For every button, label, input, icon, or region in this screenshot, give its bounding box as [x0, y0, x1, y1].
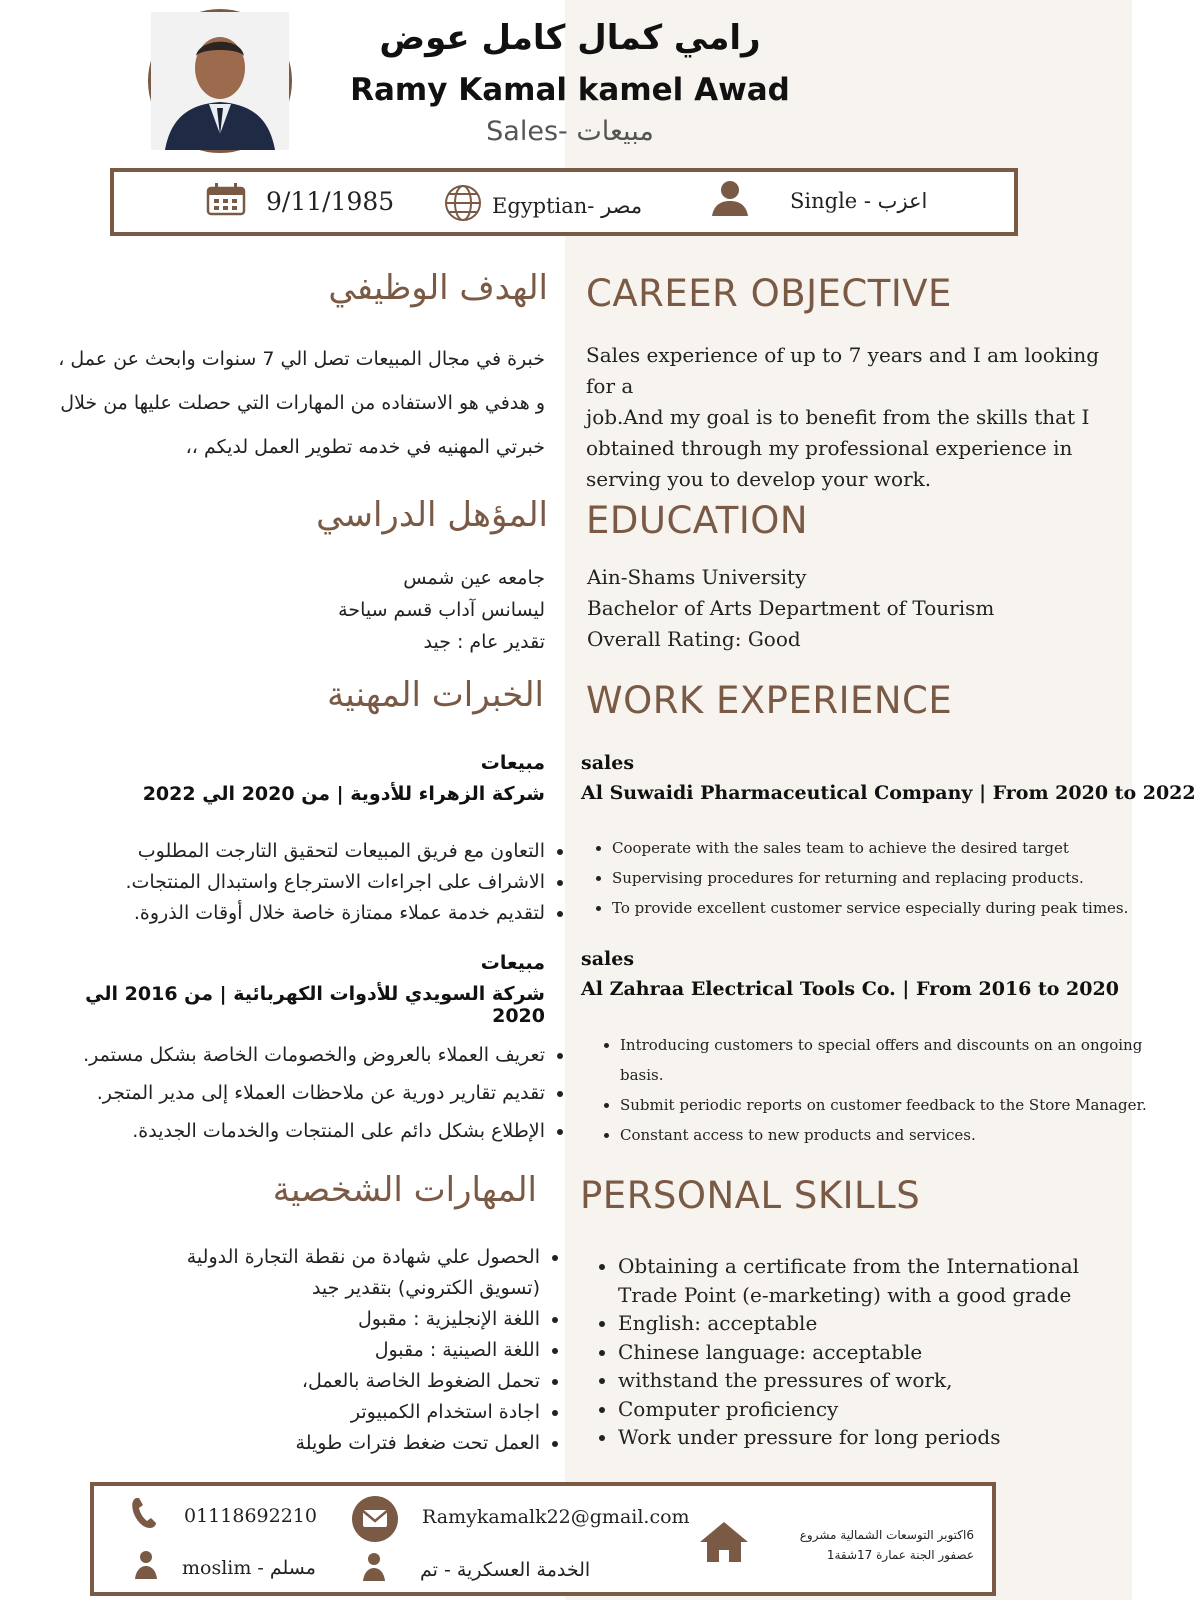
- military-service: الخدمة العسكرية - تم: [420, 1558, 591, 1581]
- list-item: • الاشراف على اجراءات الاسترجاع واستبدال المنتجات.: [40, 867, 545, 898]
- list-item: • اجادة استخدام الكمبيوتر: [150, 1397, 540, 1428]
- objective-line-en: serving you to develop your work.: [586, 467, 932, 491]
- experience-title-ar: الخبرات المهنية: [327, 675, 544, 715]
- marital-status: Single - اعزب: [790, 188, 928, 213]
- list-item: • الحصول علي شهادة من نقطة التجارة الدولية (تسويق الكتروني) بتقدير جيد: [150, 1242, 540, 1304]
- list-item: • اللغة الإنجليزية : مقبول: [150, 1304, 540, 1335]
- job-company-en: Al Suwaidi Pharmaceutical Company | From 2020 to 2022: [581, 782, 1196, 804]
- skills-title-en: PERSONAL SKILLS: [580, 1174, 921, 1217]
- list-item: • Constant access to new products and services.: [620, 1120, 1150, 1150]
- globe-icon: [444, 184, 482, 227]
- name-english: Ramy Kamal kamel Awad: [350, 72, 790, 108]
- list-item: • Cooperate with the sales team to achieve the desired target: [612, 833, 1152, 863]
- list-item: • تقديم تقارير دورية عن ملاحظات العملاء إلى مدير المتجر.: [30, 1074, 545, 1112]
- job-title: Sales- مبيعات: [486, 116, 654, 147]
- objective-line-ar: خبرة في مجال المبيعات تصل الي 7 سنوات وابحث عن عمل ،: [58, 348, 545, 370]
- name-arabic: رامي كمال كامل عوض: [379, 18, 761, 58]
- education-line-en: Bachelor of Arts Department of Tourism: [587, 596, 995, 620]
- objective-title-en: CAREER OBJECTIVE: [586, 272, 952, 315]
- job-company-ar: شركة السويدي للأدوات الكهربائية | من 2016 الي 2020: [85, 983, 545, 1027]
- skills-list-en: [586, 1252, 1118, 1452]
- list-item: • Obtaining a certificate from the International Trade Point (e-marketing) with a good grade: [618, 1252, 1118, 1309]
- email-address[interactable]: Ramykamalk22@gmail.com: [422, 1505, 690, 1528]
- personal-info-bar: [110, 168, 1018, 236]
- phone-item: [130, 1496, 317, 1535]
- education-title-en: EDUCATION: [586, 499, 809, 542]
- list-item: • تعريف العملاء بالعروض والخصومات الخاصة بشكل مستمر.: [30, 1036, 545, 1074]
- job-role-en: sales: [581, 752, 635, 774]
- religion: moslim - مسلم: [182, 1556, 316, 1579]
- person-icon: [710, 178, 750, 223]
- phone-icon: [130, 1496, 158, 1535]
- list-item: • withstand the pressures of work,: [618, 1366, 1118, 1395]
- education-line-en: Ain-Shams University: [587, 565, 807, 589]
- list-item: • اللغة الصينية : مقبول: [150, 1335, 540, 1366]
- list-item: • الإطلاع بشكل دائم على المنتجات والخدمات الجديدة.: [30, 1112, 545, 1150]
- education-text-en: [587, 562, 1107, 655]
- job-role-ar: مبيعات: [480, 752, 545, 774]
- list-item: • Chinese language: acceptable: [618, 1338, 1118, 1367]
- objective-line-en: job.And my goal is to benefit from the skills that I: [586, 405, 1090, 429]
- person-icon: [134, 1550, 158, 1585]
- religion-item: [134, 1550, 316, 1585]
- list-item: • Submit periodic reports on customer feedback to the Store Manager.: [620, 1090, 1150, 1120]
- skills-title-ar: المهارات الشخصية: [272, 1170, 537, 1210]
- objective-line-en: obtained through my professional experience in: [586, 436, 1073, 460]
- email-item: [352, 1496, 690, 1547]
- profile-photo: [148, 9, 292, 153]
- objective-line-ar: و هدفي هو الاستفاده من المهارات التي حصلت عليها من خلال: [60, 392, 545, 414]
- list-item: • Computer proficiency: [618, 1395, 1118, 1424]
- job-duties-en: [592, 1030, 1150, 1150]
- marital-status-item: [710, 178, 927, 223]
- person-icon: [362, 1552, 386, 1587]
- address-text: [774, 1525, 974, 1565]
- birth-date-item: [206, 182, 394, 221]
- job-duties-ar: [40, 836, 573, 929]
- email-icon: [352, 1496, 398, 1547]
- experience-title-en: WORK EXPERIENCE: [586, 679, 953, 722]
- objective-text-en: [586, 340, 1116, 495]
- list-item: • التعاون مع فريق المبيعات لتحقيق التارجت المطلوب: [40, 836, 545, 867]
- job-company-ar: شركة الزهراء للأدوية | من 2020 الي 2022: [142, 783, 545, 805]
- list-item: • لتقديم خدمة عملاء ممتازة خاصة خلال أوقات الذروة.: [40, 898, 545, 929]
- education-line-ar: ليسانس آداب قسم سياحة: [338, 599, 545, 621]
- education-line-ar: تقدير عام : جيد: [423, 631, 545, 653]
- skills-list-ar: [150, 1242, 572, 1459]
- objective-line-en: Sales experience of up to 7 years and I am looking for a: [586, 343, 1100, 398]
- nationality: Egyptian- مصر: [492, 193, 643, 218]
- job-company-en: Al Zahraa Electrical Tools Co. | From 2016 to 2020: [581, 978, 1119, 1000]
- job-role-ar: مبيعات: [480, 952, 545, 974]
- list-item: • To provide excellent customer service especially during peak times.: [612, 893, 1152, 923]
- job-duties-ar: [30, 1036, 573, 1150]
- list-item: • Supervising procedures for returning and replacing products.: [612, 863, 1152, 893]
- education-text-ar: [240, 562, 545, 658]
- list-item: • العمل تحت ضغط فترات طويلة: [150, 1428, 540, 1459]
- address-line: عصفور الجنة عمارة 17شقة1: [826, 1547, 974, 1562]
- objective-line-ar: خبرتي المهنيه في خدمه تطوير العمل لديكم ،،: [185, 436, 545, 458]
- phone-number[interactable]: 01118692210: [184, 1504, 317, 1527]
- list-item: • تحمل الضغوط الخاصة بالعمل،: [150, 1366, 540, 1397]
- education-line-ar: جامعه عين شمس: [403, 567, 545, 589]
- address-line: 6اكتوبر التوسعات الشمالية مشروع: [799, 1527, 974, 1542]
- home-icon: [698, 1520, 750, 1569]
- education-title-ar: المؤهل الدراسي: [316, 495, 548, 535]
- education-line-en: Overall Rating: Good: [587, 627, 801, 651]
- birth-date: 9/11/1985: [266, 187, 395, 216]
- contact-footer: [90, 1482, 996, 1596]
- address-item: [698, 1520, 974, 1569]
- military-item: [362, 1552, 590, 1587]
- nationality-item: [444, 184, 642, 227]
- objective-text-ar: [40, 337, 545, 469]
- list-item: • Work under pressure for long periods: [618, 1423, 1118, 1452]
- job-role-en: sales: [581, 948, 635, 970]
- job-duties-en: [584, 833, 1152, 923]
- list-item: • English: acceptable: [618, 1309, 1118, 1338]
- objective-title-ar: الهدف الوظيفي: [328, 268, 548, 308]
- list-item: • Introducing customers to special offers and discounts on an ongoing basis.: [620, 1030, 1150, 1090]
- calendar-icon: [206, 182, 246, 221]
